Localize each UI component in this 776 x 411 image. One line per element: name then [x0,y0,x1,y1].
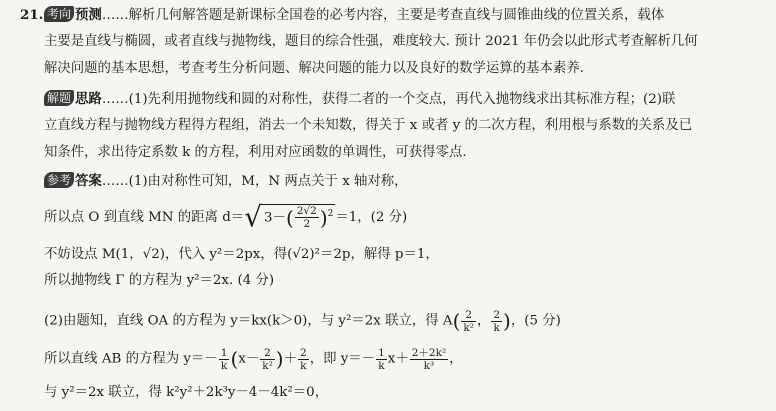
answer-heading: 答案 [75,173,102,189]
answer-parabola-line: 所以抛物线 Γ 的方程为 y²＝2x. (4 分) [44,273,275,288]
forecast-text-1: ……解析几何解答题是新课标全国卷的必考内容，主要是考查直线与圆锥曲线的位置关系，载体 [101,8,665,23]
approach-line-2: 立直线方程与抛物线方程得方程组，消去一个未知数，得关于 x 或者 y 的二次方程，利用根与系数的关系及已 [44,118,693,133]
approach-heading: 思路 [75,91,102,107]
approach-line-3: 知条件，求出待定系数 k 的方程，利用对应函数的单调性，可获得零点. [44,145,467,160]
approach-badge: 解题 [44,90,74,106]
answer-badge: 参考 [44,172,74,188]
answer-line-1 [44,172,768,191]
answer-last-line: 与 y²＝2x 联立，得 k²y²＋2k³y－4－4k²＝0， [44,385,329,400]
sqrt-icon: √ [244,200,263,234]
forecast-heading: 预测 [75,7,102,23]
question-number: 21. [20,7,44,23]
answer-oa-line: (2)由题知，直线 OA 的方程为 y＝kx(k＞0)，与 y²＝2x 联立，得 A( $\frac{2}{\text{k²}}$ ， $\frac{2}{k}$ )，(5 分) [44,308,561,334]
approach-line-1 [44,90,768,109]
answer-point-line: 不妨设点 M(1，√2)，代入 y²＝2px，得(√2)²＝2p，解得 p＝1， [44,247,439,262]
forecast-line-2: 主要是直线与椭圆，或者直线与抛物线，题目的综合性强，难度较大. 预计 2021 年仍会以此形式考查解析几何 [44,34,698,49]
forecast-badge: 考向 [44,6,74,22]
answer-distance-line: 所以点 O 到直线 MN 的距离 d＝√ 3－( $\frac{2√2}{2}$ )$^2$ ＝1，(2 分) [44,200,408,234]
answer-text-1: ……(1)由对称性可知，M，N 两点关于 x 轴对称， [101,174,408,189]
forecast-line-3: 解决问题的基本思想，考查考生分析问题、解决问题的能力以及良好的数学运算的基本素养. [44,61,584,76]
forecast-line-1 [20,6,744,25]
answer-ab-line: 所以直线 AB 的方程为 y＝－ $\frac{1}{k}$ (x－ $\frac{2}{\text{k²}}$ )＋ $\frac{2}{k}$ ，即 y＝－ $\frac{1}{k}$ x＋ $\frac{\text{2＋2k²}}{\text{k³}}$ ， [44,346,463,372]
approach-text-1: ……(1)先利用抛物线和圆的对称性，获得二者的一个交点，再代入抛物线求出其标准方程；(2)联 [101,92,676,107]
distance-sqrt: 3－( $\frac{2√2}{2}$ )$^2$ [264,205,334,231]
